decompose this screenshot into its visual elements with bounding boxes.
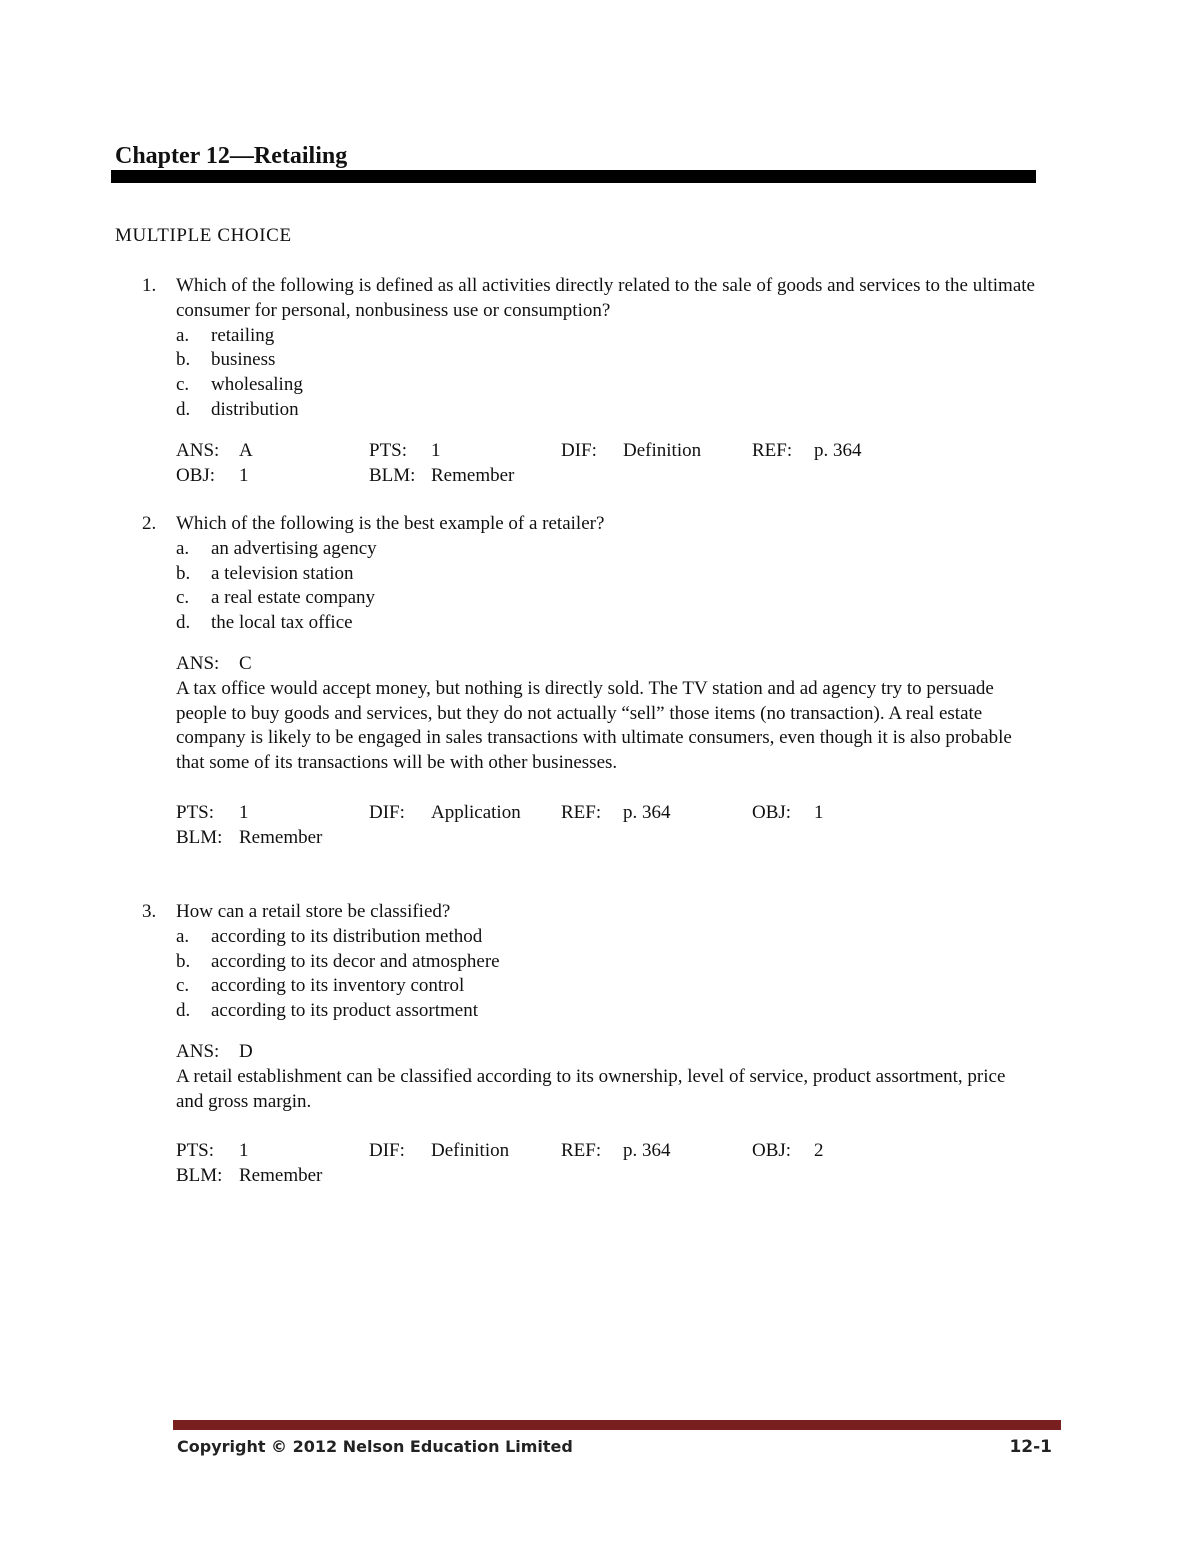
option-text: an advertising agency bbox=[211, 537, 377, 559]
dif-label: DIF: bbox=[369, 801, 405, 823]
spacer bbox=[176, 776, 1036, 801]
footer-rule bbox=[173, 1420, 1061, 1430]
question-body bbox=[176, 512, 1036, 850]
option-text: business bbox=[211, 349, 276, 371]
obj-value: 2 bbox=[814, 1140, 824, 1162]
pts-value: 1 bbox=[431, 439, 441, 461]
obj-label: OBJ: bbox=[176, 464, 216, 486]
ans-label: ANS: bbox=[176, 1040, 220, 1062]
option-text: according to its inventory control bbox=[211, 975, 465, 997]
dif-value: Application bbox=[431, 801, 521, 823]
answer-options bbox=[176, 925, 1036, 1024]
answer-rationale: A tax office would accept money, but nothing is directly sold. The TV station and ad agency try to persuade people to buy goods and services, but they do not actually “sell” those items (no transaction). A real estate company is likely to be engaged in sales transactions with ultimate consumers, even though it is also probable that some of its transactions will be with other businesses. bbox=[176, 677, 1012, 774]
blm-label: BLM: bbox=[369, 464, 416, 486]
spacer bbox=[176, 1114, 1036, 1139]
chapter-title: Chapter 12—Retailing bbox=[115, 143, 348, 169]
answer-metadata bbox=[176, 652, 1036, 850]
option-letter: d. bbox=[176, 398, 191, 420]
metadata-row bbox=[176, 826, 1036, 851]
answer-options bbox=[176, 537, 1036, 636]
ans-value: A bbox=[239, 439, 253, 461]
ans-label: ANS: bbox=[176, 652, 220, 674]
answer-metadata bbox=[176, 1040, 1036, 1189]
dif-label: DIF: bbox=[561, 439, 597, 461]
option-b bbox=[176, 950, 1036, 975]
footer-page-number: 12-1 bbox=[1009, 1437, 1052, 1457]
pts-value: 1 bbox=[239, 1140, 249, 1162]
option-text: a television station bbox=[211, 562, 354, 584]
option-text: according to its distribution method bbox=[211, 925, 483, 947]
pts-label: PTS: bbox=[369, 439, 408, 461]
option-letter: a. bbox=[176, 537, 190, 559]
dif-value: Definition bbox=[623, 439, 702, 461]
pts-label: PTS: bbox=[176, 801, 215, 823]
blm-value: Remember bbox=[239, 1164, 323, 1186]
pts-value: 1 bbox=[239, 801, 249, 823]
option-letter: d. bbox=[176, 612, 191, 634]
option-c bbox=[176, 373, 1036, 398]
option-text: a real estate company bbox=[211, 587, 376, 609]
option-c bbox=[176, 974, 1036, 999]
obj-label: OBJ: bbox=[752, 1140, 792, 1162]
ref-value: p. 364 bbox=[814, 439, 862, 461]
option-b bbox=[176, 562, 1036, 587]
blm-label: BLM: bbox=[176, 1164, 223, 1186]
question-body bbox=[176, 900, 1036, 1189]
blm-value: Remember bbox=[239, 826, 323, 848]
title-rule bbox=[111, 170, 1036, 183]
question-stem: Which of the following is defined as all activities directly related to the sale of goods and services to the ultimate consumer for personal, nonbusiness use or consumption? bbox=[176, 275, 1035, 321]
blm-value: Remember bbox=[431, 464, 515, 486]
question-stem: Which of the following is the best example of a retailer? bbox=[176, 513, 605, 534]
option-d bbox=[176, 999, 1036, 1024]
obj-value: 1 bbox=[814, 801, 824, 823]
answer-rationale: A retail establishment can be classified according to its ownership, level of service, product assortment, price and gross margin. bbox=[176, 1065, 1006, 1112]
ans-value: D bbox=[239, 1040, 253, 1062]
answer-metadata bbox=[176, 439, 1036, 489]
metadata-row bbox=[176, 464, 1036, 489]
metadata-row bbox=[176, 439, 1036, 464]
option-text: retailing bbox=[211, 324, 275, 346]
question-number: 3. bbox=[142, 901, 157, 922]
ref-value: p. 364 bbox=[623, 801, 671, 823]
option-letter: b. bbox=[176, 950, 191, 972]
metadata-row bbox=[176, 1164, 1036, 1189]
option-a bbox=[176, 537, 1036, 562]
ref-label: REF: bbox=[561, 1140, 602, 1162]
pts-label: PTS: bbox=[176, 1140, 215, 1162]
answer-options bbox=[176, 324, 1036, 423]
option-letter: b. bbox=[176, 562, 191, 584]
option-letter: a. bbox=[176, 925, 190, 947]
metadata-row bbox=[176, 652, 1036, 677]
option-letter: c. bbox=[176, 374, 190, 396]
option-a bbox=[176, 925, 1036, 950]
option-letter: c. bbox=[176, 587, 190, 609]
question-number: 1. bbox=[142, 275, 157, 296]
ans-value: C bbox=[239, 652, 252, 674]
obj-value: 1 bbox=[239, 464, 249, 486]
section-heading: MULTIPLE CHOICE bbox=[115, 225, 292, 246]
footer-copyright: Copyright © 2012 Nelson Education Limited bbox=[177, 1437, 573, 1456]
blm-label: BLM: bbox=[176, 826, 223, 848]
option-text: distribution bbox=[211, 398, 299, 420]
question-body bbox=[176, 274, 1036, 488]
option-a bbox=[176, 324, 1036, 349]
option-text: according to its decor and atmosphere bbox=[211, 950, 500, 972]
metadata-row bbox=[176, 1139, 1036, 1164]
option-letter: c. bbox=[176, 975, 190, 997]
option-letter: d. bbox=[176, 1000, 191, 1022]
metadata-row bbox=[176, 1040, 1036, 1065]
option-d bbox=[176, 398, 1036, 423]
dif-value: Definition bbox=[431, 1140, 510, 1162]
ref-label: REF: bbox=[561, 801, 602, 823]
option-text: wholesaling bbox=[211, 374, 303, 396]
obj-label: OBJ: bbox=[752, 801, 792, 823]
ref-value: p. 364 bbox=[623, 1140, 671, 1162]
option-text: the local tax office bbox=[211, 612, 353, 634]
ans-label: ANS: bbox=[176, 439, 220, 461]
option-text: according to its product assortment bbox=[211, 1000, 478, 1022]
option-c bbox=[176, 586, 1036, 611]
question-number: 2. bbox=[142, 513, 157, 534]
option-letter: b. bbox=[176, 349, 191, 371]
option-letter: a. bbox=[176, 324, 190, 346]
metadata-row bbox=[176, 801, 1036, 826]
dif-label: DIF: bbox=[369, 1140, 405, 1162]
option-b bbox=[176, 348, 1036, 373]
ref-label: REF: bbox=[752, 439, 793, 461]
question-stem: How can a retail store be classified? bbox=[176, 901, 451, 922]
option-d bbox=[176, 611, 1036, 636]
